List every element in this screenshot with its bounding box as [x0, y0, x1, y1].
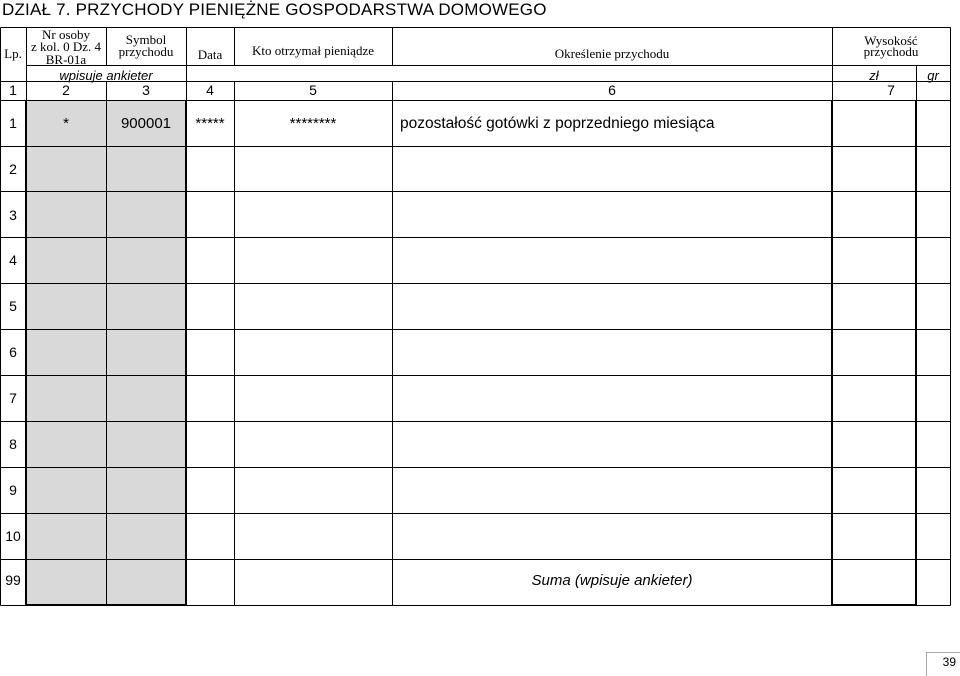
row-lp-7: 7	[9, 390, 17, 406]
page-number: 39	[942, 655, 956, 669]
header-nr-osoby-line3: BR-01a	[45, 52, 87, 67]
row-lp-99: 99	[5, 572, 21, 588]
row-lp-6: 6	[9, 344, 17, 360]
header-gr: gr	[927, 68, 939, 83]
header-okreslenie: Określenie przychodu	[554, 46, 670, 61]
row-lp-8: 8	[9, 436, 17, 452]
section-title: DZIAŁ 7. PRZYCHODY PIENIĘŻNE GOSPODARSTWA DOMOWEGO	[2, 0, 547, 19]
row1-okreslenie: pozostałość gotówki z poprzedniego miesiąca	[400, 115, 715, 132]
row-lp-5: 5	[9, 298, 17, 314]
column-number-5: 5	[309, 82, 317, 98]
header-nr-osoby-line1: Nr osoby	[41, 27, 91, 42]
header-zl: zł	[869, 68, 879, 83]
row-lp-10: 10	[5, 528, 21, 544]
column-number-3: 3	[142, 82, 150, 98]
row-lp-4: 4	[9, 252, 17, 268]
header-data: Data	[197, 47, 223, 62]
row1-nr-osoby: *	[63, 115, 69, 132]
row-lp-3: 3	[9, 207, 17, 223]
row-lp-2: 2	[9, 161, 17, 177]
column-number-7: 7	[887, 82, 895, 98]
column-number-4: 4	[206, 82, 214, 98]
header-wpisuje-ankieter: wpisuje ankieter	[59, 68, 153, 83]
header-wysokosc-line1: Wysokość	[864, 33, 918, 48]
row1-kto: ********	[289, 115, 337, 132]
row-lp-1: 1	[9, 115, 17, 131]
header-wysokosc-line2: przychodu	[863, 44, 919, 59]
header-kto: Kto otrzymał pieniądze	[251, 43, 374, 58]
header-lp: Lp.	[4, 46, 22, 61]
row1-data: *****	[195, 115, 225, 132]
column-number-6: 6	[608, 82, 616, 98]
column-number-2: 2	[62, 82, 70, 98]
row-lp-9: 9	[9, 482, 17, 498]
column-number-1: 1	[9, 82, 17, 98]
row1-symbol: 900001	[120, 115, 172, 132]
header-symbol-line2: przychodu	[118, 44, 174, 59]
header-symbol-line1: Symbol	[125, 32, 167, 47]
header-nr-osoby-line2: z kol. 0 Dz. 4	[30, 39, 102, 54]
suma-label: Suma (wpisuje ankieter)	[531, 572, 693, 589]
